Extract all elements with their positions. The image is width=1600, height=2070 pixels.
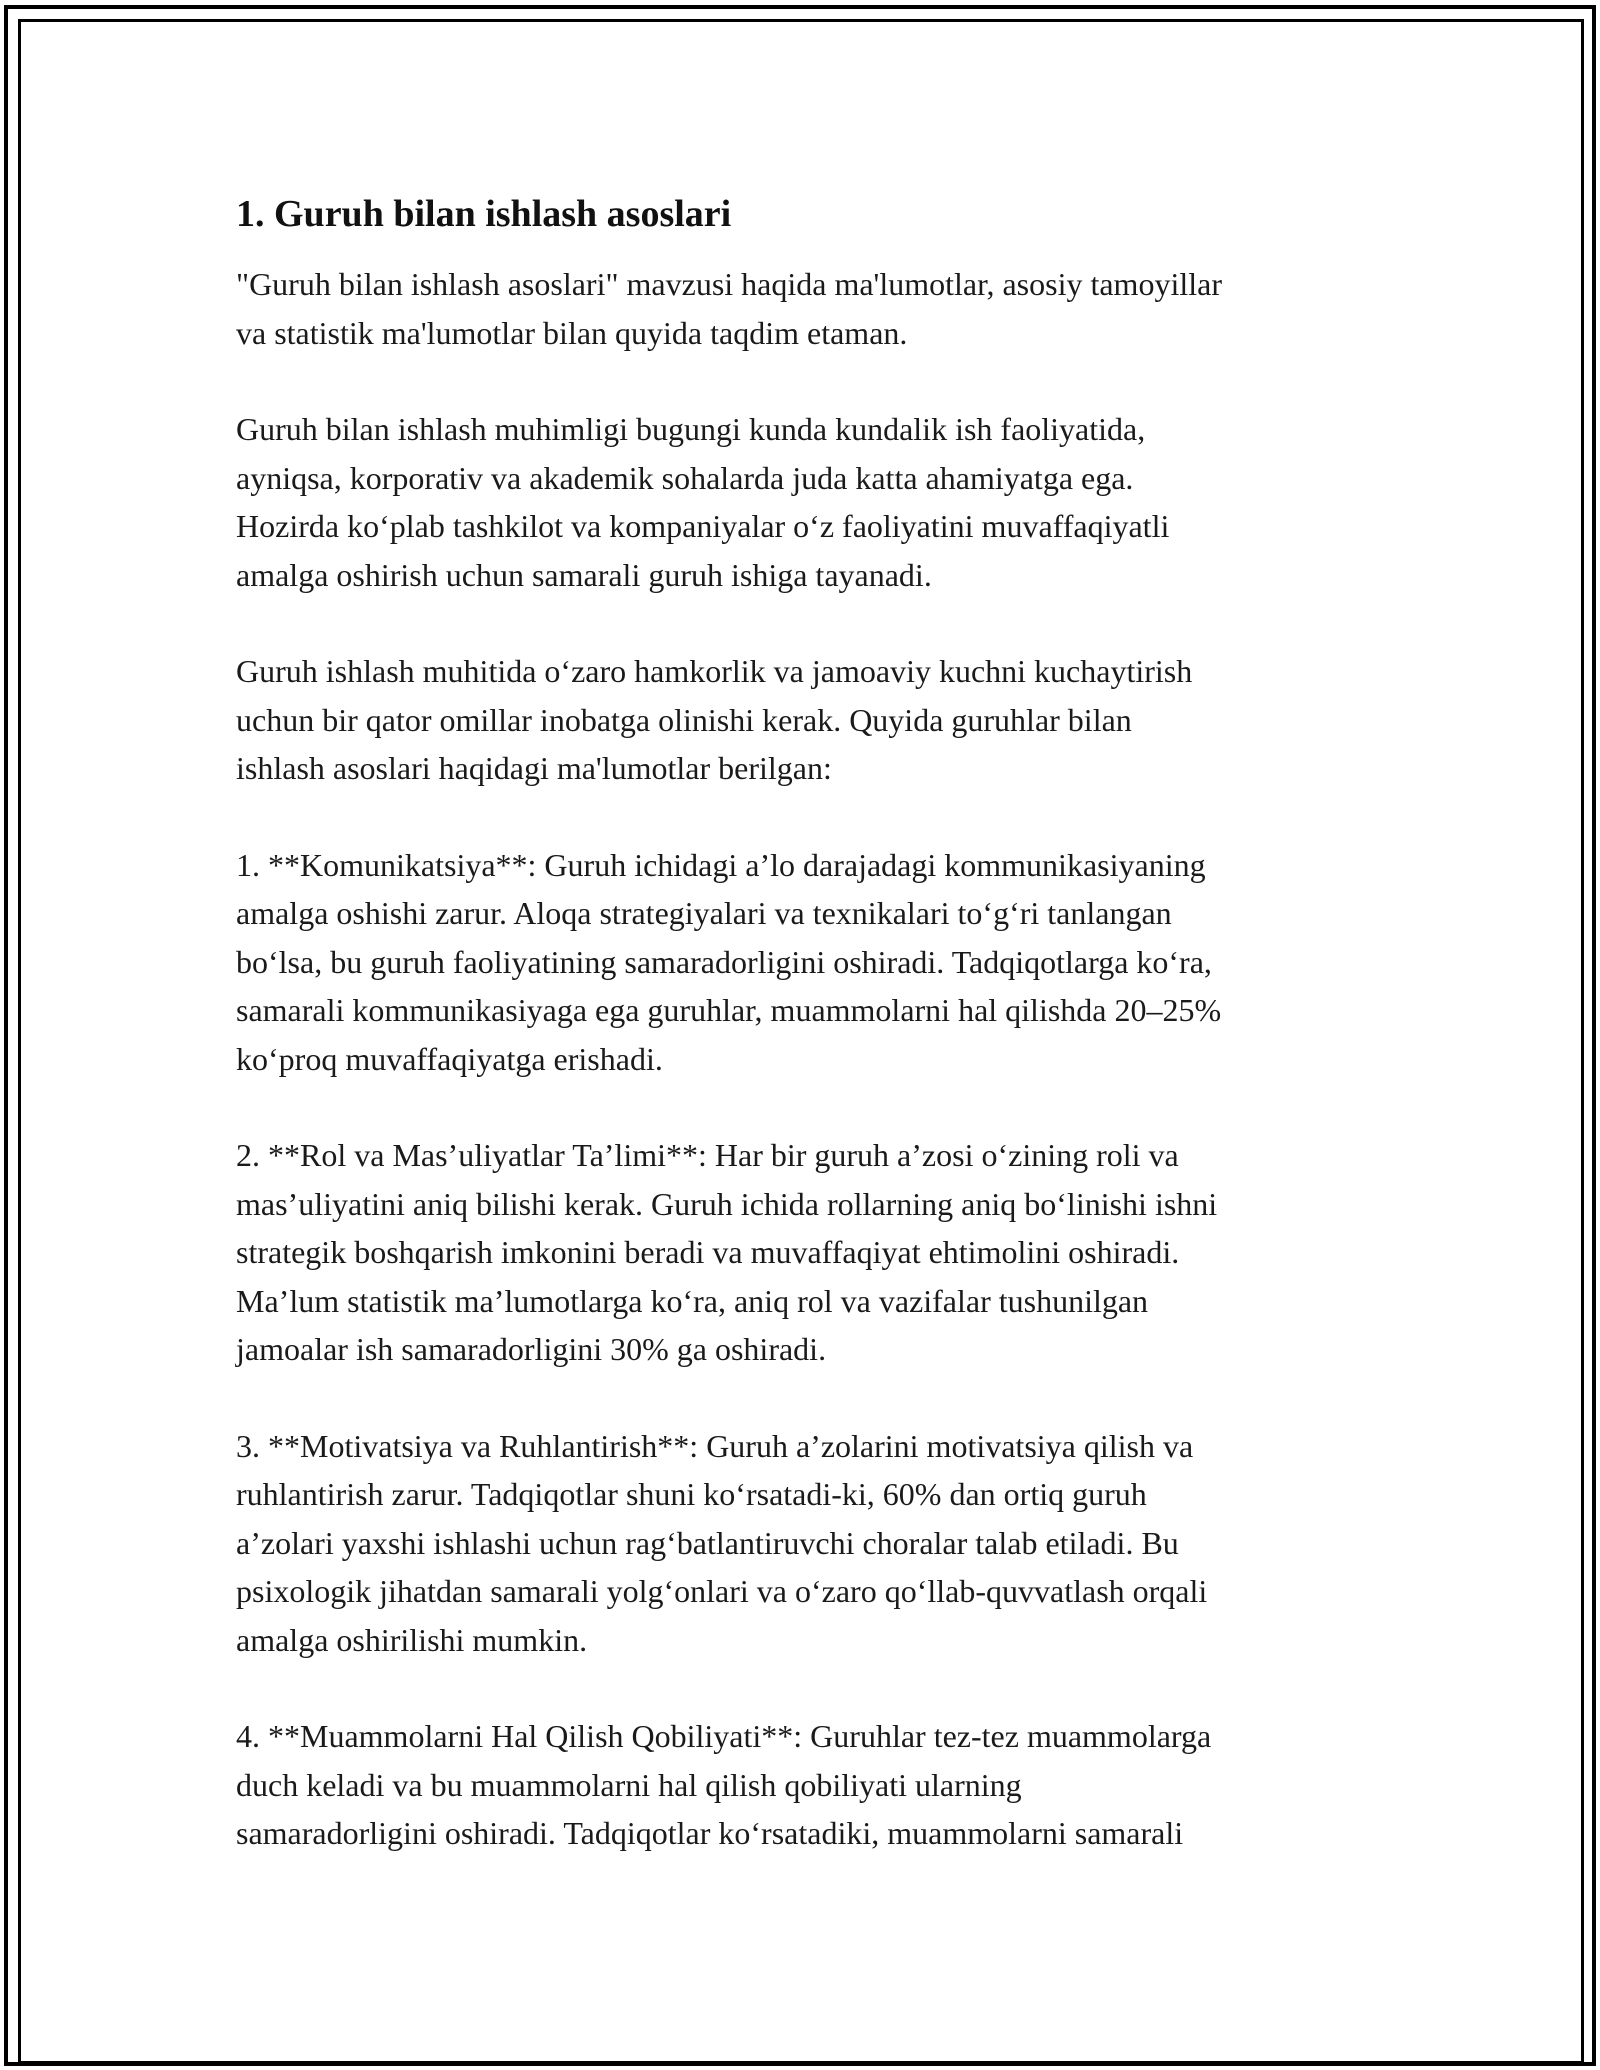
- list-item-communication: 1. **Komunikatsiya**: Guruh ichidagi aʼlo darajadagi kommunikasiyaning amalga oshishi zarur. Aloqa strategiyalari va texnikalari toʻgʻri tanlangan boʻlsa, bu guruh faoliyatining samaradorligini oshiradi. Tadqiqotlarga koʻra, samarali kommunikasiyaga ega guruhlar, muammolarni hal qilishda 20–25% koʻproq muvaffaqiyatga erishadi.: [236, 846, 1222, 1077]
- list-item-roles: 2. **Rol va Masʼuliyatlar Taʼlimi**: Har bir guruh aʼzosi oʻzining roli va masʼuliyatini aniq bilishi kerak. Guruh ichida rollarning aniq boʻlinishi ishni strategik boshqarish imkonini beradi va muvaffaqiyat ehtimolini oshiradi. Maʼlum statistik maʼlumotlarga koʻra, aniq rol va vazifalar tushunilgan jamoalar ish samaradorligini 30% ga oshiradi.: [236, 1137, 1218, 1367]
- document-body: [236, 188, 1396, 1906]
- list-item-motivation: 3. **Motivatsiya va Ruhlantirish**: Guruh aʼzolarini motivatsiya qilish va ruhlantirish zarur. Tadqiqotlar shuni koʻrsatadi-ki, 60% dan ortiq guruh aʼzolari yaxshi ishlashi uchun ragʻbatlantiruvchi choralar talab etiladi. Bu psixologik jihatdan samarali yolgʻonlari va oʻzaro qoʻllab-quvvatlash orqali amalga oshirilishi mumkin.: [236, 1427, 1208, 1658]
- list-item-problem-solving: 4. **Muammolarni Hal Qilish Qobiliyati**: Guruhlar tez-tez muammolarga duch keladi va bu muammolarni hal qilish qobiliyati ularning samaradorligini oshiradi. Tadqiqotlar koʻrsatadiki, muammolarni samarali: [236, 1718, 1212, 1851]
- intro-paragraph: "Guruh bilan ishlash asoslari" mavzusi haqida ma'lumotlar, asosiy tamoyillar va statistik ma'lumotlar bilan quyida taqdim etaman.: [236, 266, 1222, 351]
- factors-paragraph: Guruh ishlash muhitida oʻzaro hamkorlik va jamoaviy kuchni kuchaytirish uchun bir qator omillar inobatga olinishi kerak. Quyida guruhlar bilan ishlash asoslari haqidagi ma'lumotlar berilgan:: [236, 653, 1193, 786]
- importance-paragraph: Guruh bilan ishlash muhimligi bugungi kunda kundalik ish faoliyatida, ayniqsa, korporativ va akademik sohalarda juda katta ahamiyatga ega. Hozirda koʻplab tashkilot va kompaniyalar oʻz faoliyatini muvaffaqiyatli amalga oshirish uchun samarali guruh ishiga tayanadi.: [236, 411, 1170, 593]
- section-heading: 1. Guruh bilan ishlash asoslari: [236, 193, 732, 235]
